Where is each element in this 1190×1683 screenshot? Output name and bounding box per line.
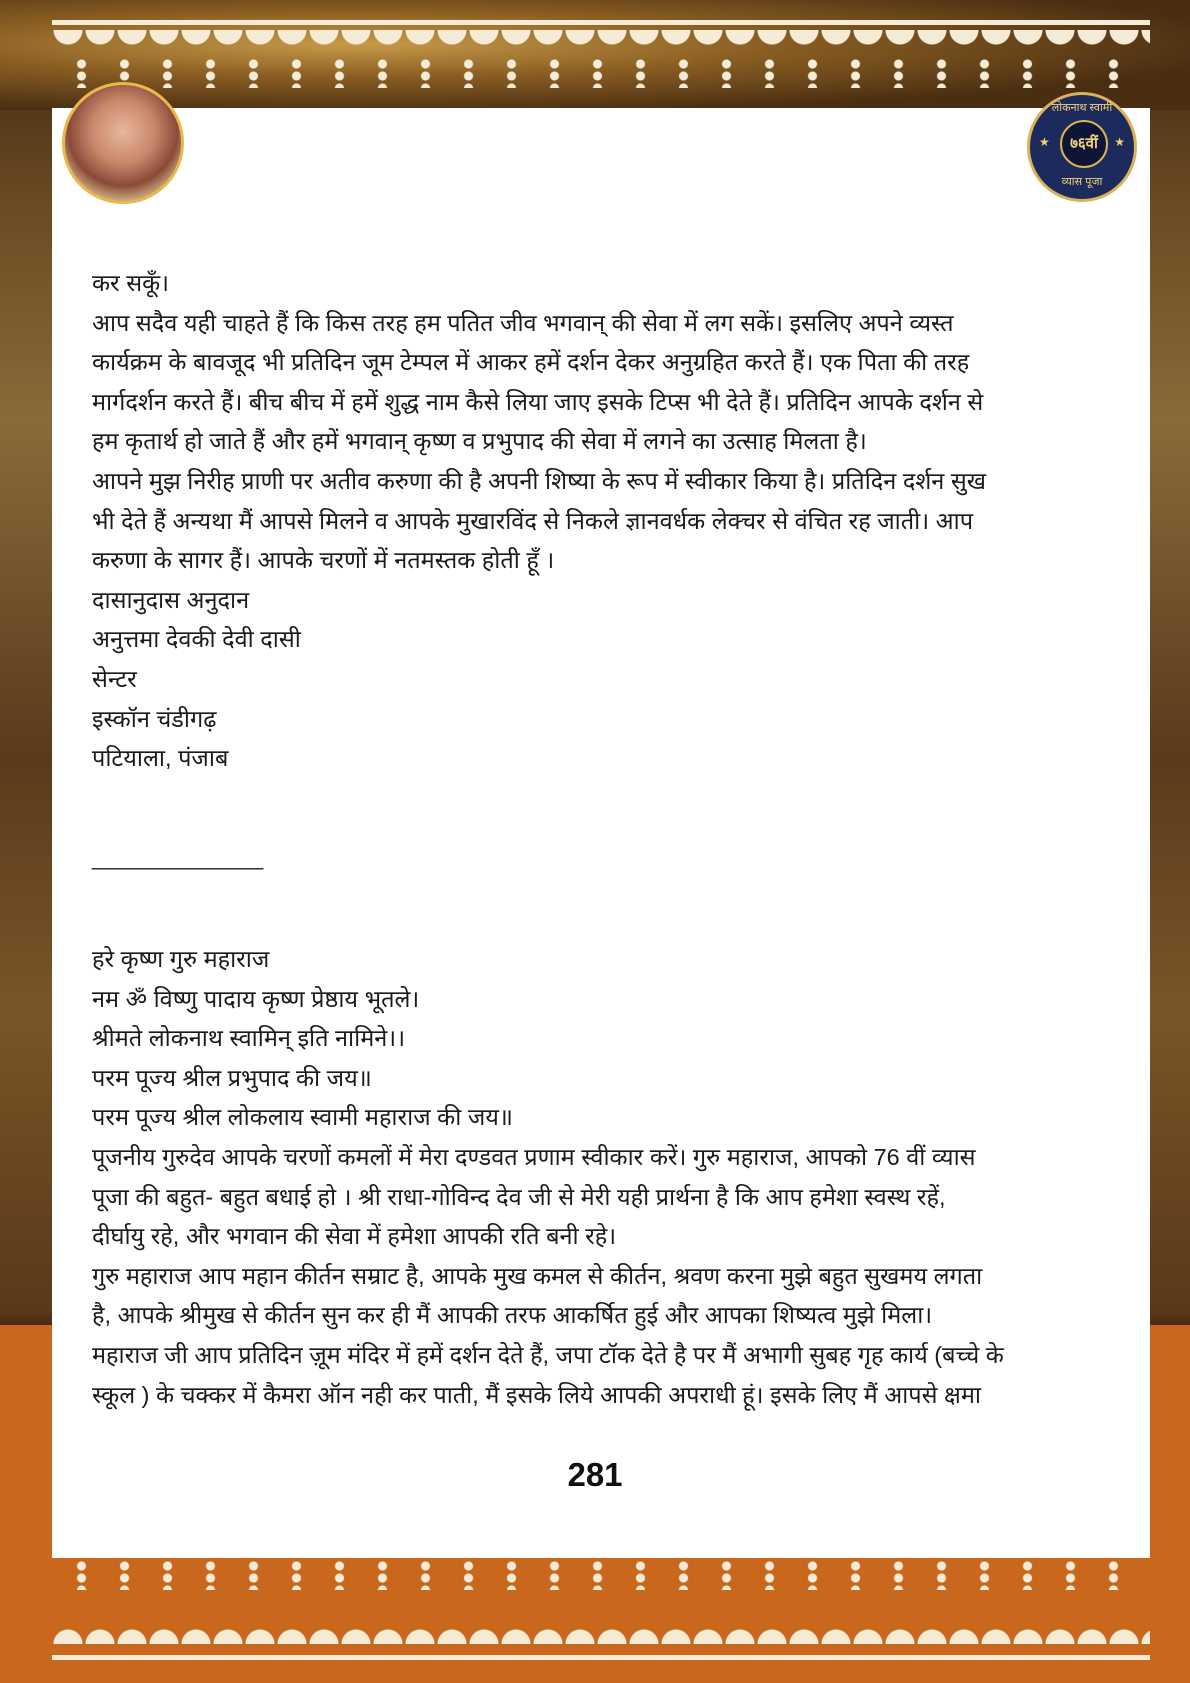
vyasa-puja-badge-logo — [1027, 92, 1137, 202]
top-dots — [60, 58, 1140, 88]
letter-1 — [92, 264, 986, 779]
badge-top-text: लोकनाथ स्वामी — [1051, 102, 1113, 114]
text-line: कर सकूँ। — [92, 270, 170, 296]
text-line: स्कूल ) के चक्कर में कैमरा ऑन नही कर पाती, मैं इसके लिये आपकी अपराधी हूं। इसके लिए मैं आपसे क्षमा — [92, 1381, 981, 1408]
text-line: कार्यक्रम के बावजूद भी प्रतिदिन जूम टेम्पल में आकर हमें दर्शन देकर अनुग्रहित करते हैं। एक पिता की तरह — [92, 349, 970, 376]
signature-line: दासानुदास अनुदान — [92, 586, 250, 613]
signature-line: अनुत्तमा देवकी देवी दासी — [92, 626, 301, 653]
bottom-rule — [52, 1655, 1150, 1660]
text-line: परम पूज्य श्रील लोकलाय स्वामी महाराज की जय॥ — [92, 1104, 513, 1131]
text-line: है, आपके श्रीमुख से कीर्तन सुन कर ही मैं आपकी तरफ आकर्षित हुई और आपका शिष्यत्व मुझे मिला। — [92, 1302, 933, 1329]
top-rule — [52, 20, 1150, 25]
text-line: महाराज जी आप प्रतिदिन ज़ूम मंदिर में हमें दर्शन देते हैं, जपा टॉक देते है पर मैं अभागी सुबह गृह कार्य (बच्चे के — [92, 1341, 1004, 1368]
star-icon: ★ — [1039, 135, 1050, 149]
text-line: हरे कृष्ण गुरु महाराज — [92, 946, 270, 972]
text-line: आपने मुझ निरीह प्राणी पर अतीव करुणा की है अपनी शिष्या के रूप में स्वीकार किया है। प्रतिदिन दर्शन सुख — [92, 467, 986, 494]
text-line: मार्गदर्शन करते हैं। बीच बीच में हमें शुद्ध नाम कैसे लिया जाए इसके टिप्स भी देते हैं। प्रतिदिन आपके दर्शन से — [92, 388, 984, 415]
text-line: आप सदैव यही चाहते हैं कि किस तरह हम पतित जीव भगवान् की सेवा में लग सकें। इसलिए अपने व्यस्त — [92, 309, 954, 336]
letter-2 — [92, 940, 1004, 1415]
text-line: नम ॐ विष्णु पादाय कृष्ण प्रेष्ठाय भूतले। — [92, 985, 420, 1012]
text-line: हम कृतार्थ हो जाते हैं और हमें भगवान् कृष्ण व प्रभुपाद की सेवा में लगने का उत्साह मिलता है। — [92, 428, 867, 455]
text-line: करुणा के सागर हैं। आपके चरणों में नतमस्तक होती हूँ । — [92, 547, 555, 574]
guru-portrait — [62, 82, 184, 204]
text-line: पूजा की बहुत- बहुत बधाई हो । श्री राधा-गोविन्द देव जी से मेरी यही प्रार्थना है कि आप हमेशा स्वस्थ रहें, — [92, 1183, 946, 1210]
top-scallop — [52, 30, 1150, 56]
badge-number: ७६वीं — [1060, 120, 1108, 168]
page-number: 281 — [567, 1456, 623, 1493]
text-line: परम पूज्य श्रील प्रभुपाद की जय॥ — [92, 1064, 372, 1091]
text-line: दीर्घायु रहे, और भगवान की सेवा में हमेशा आपकी रति बनी रहे। — [92, 1223, 617, 1250]
text-line: पूजनीय गुरुदेव आपके चरणों कमलों में मेरा दण्डवत प्रणाम स्वीकार करें। गुरु महाराज, आपको 76 वीं व्यास — [92, 1143, 976, 1170]
signature-line: पटियाला, पंजाब — [92, 745, 229, 772]
text-line: श्रीमते लोकनाथ स्वामिन् इति नामिने।। — [92, 1025, 406, 1052]
bottom-dots — [60, 1560, 1140, 1590]
separator: ______________ — [92, 845, 264, 870]
text-line: गुरु महाराज आप महान कीर्तन सम्राट है, आपके मुख कमल से कीर्तन, श्रवण करना मुझे बहुत सुखमय लगता — [92, 1262, 983, 1289]
signature-line: इस्कॉन चंडीगढ़ — [92, 705, 217, 732]
text-line: भी देते हैं अन्यथा मैं आपसे मिलने व आपके मुखारविंद से निकले ज्ञानवर्धक लेक्चर से वंचित रह जाती। आप — [92, 507, 974, 534]
star-icon: ★ — [1114, 135, 1125, 149]
signature-line: सेन्टर — [92, 665, 137, 692]
bottom-scallop — [52, 1618, 1150, 1644]
badge-bottom-text: व्यास पूजा — [1061, 176, 1103, 188]
